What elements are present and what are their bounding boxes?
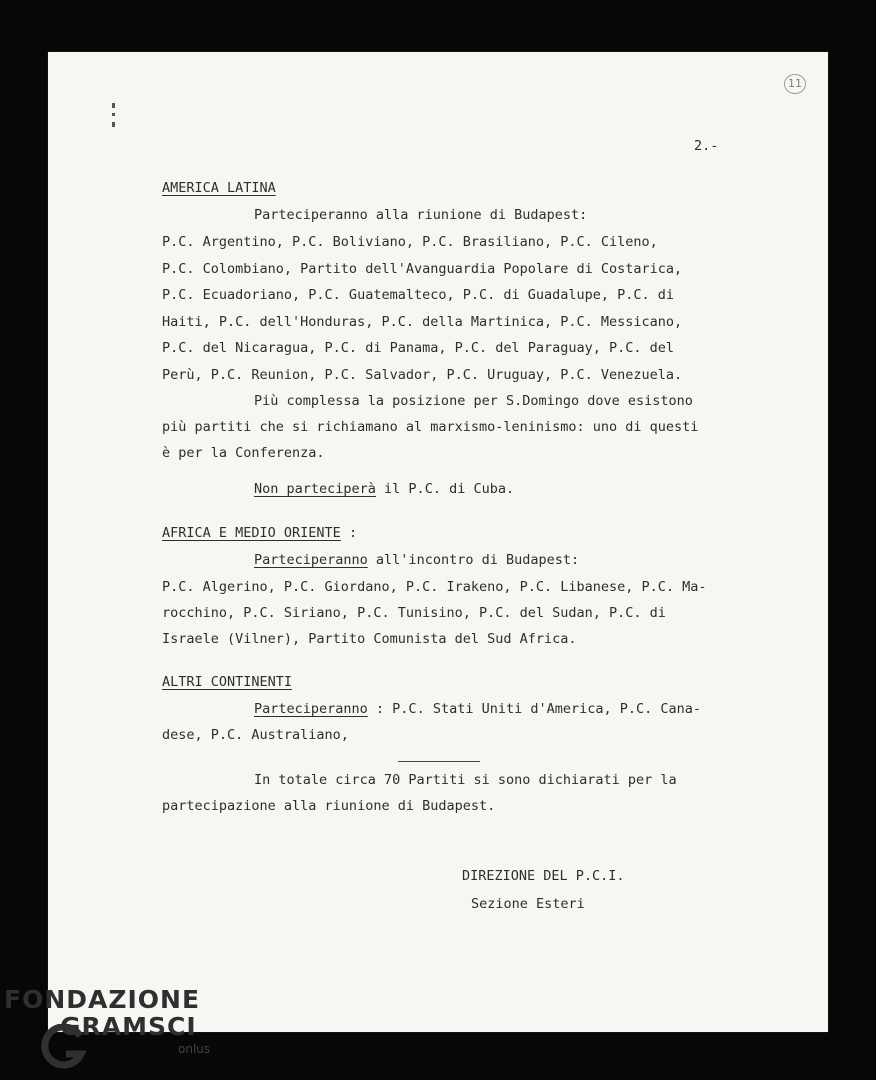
watermark-line-2: GRAMSCI [60, 1012, 197, 1041]
heading-altri-continenti: ALTRI CONTINENTI [162, 674, 293, 690]
archive-folio-number: 11 [784, 74, 806, 94]
latin-complex-line: più partiti che si richiamano al marxismo-leninismo: uno di questi [162, 419, 699, 435]
latin-list-line: Haiti, P.C. dell'Honduras, P.C. della Martinica, P.C. Messicano, [162, 314, 683, 330]
heading-america-latina: AMERICA LATINA [162, 180, 276, 196]
latin-intro: Parteciperanno alla riunione di Budapest: [254, 207, 588, 223]
latin-list-line: Perù, P.C. Reunion, P.C. Salvador, P.C. Uruguay, P.C. Venezuela. [162, 367, 683, 383]
watermark-logo [4, 985, 219, 1056]
document-page [48, 52, 828, 1032]
separator-rule [398, 761, 480, 762]
watermark-line-3: onlus [178, 1042, 211, 1056]
africa-intro-rest: all'incontro di Budapest: [367, 552, 580, 568]
latin-list-line: P.C. Argentino, P.C. Boliviano, P.C. Brasiliano, P.C. Cileno, [162, 234, 658, 250]
cuba-line [254, 481, 514, 497]
summary-line: partecipazione alla riunione di Budapest. [162, 798, 496, 814]
altri-intro-rest: : P.C. Stati Uniti d'America, P.C. Cana- [367, 701, 702, 717]
heading-africa: AFRICA E MEDIO ORIENTE [162, 525, 341, 541]
latin-complex-line: è per la Conferenza. [162, 445, 325, 461]
latin-list-line: P.C. Ecuadoriano, P.C. Guatemalteco, P.C. di Guadalupe, P.C. di [162, 287, 675, 303]
heading-africa-line [162, 525, 357, 541]
latin-list-line: P.C. del Nicaragua, P.C. di Panama, P.C. del Paraguay, P.C. del [162, 340, 675, 356]
latin-list-line: P.C. Colombiano, Partito dell'Avanguardia Popolare di Costarica, [162, 261, 683, 277]
africa-list-line: rocchino, P.C. Siriano, P.C. Tunisino, P.C. del Sudan, P.C. di [162, 605, 666, 621]
heading-africa-suffix: : [340, 525, 358, 541]
signature-line-1: DIREZIONE DEL P.C.I. [462, 868, 625, 884]
watermark-line-1: FONDAZIONE [4, 985, 201, 1014]
cuba-rest: il P.C. di Cuba. [375, 481, 515, 497]
africa-intro-underlined: Parteciperanno [254, 552, 368, 568]
page-number: 2.- [694, 138, 719, 154]
cuba-underlined: Non parteciperà [254, 481, 376, 497]
africa-intro [254, 552, 579, 568]
altri-line-2: dese, P.C. Australiano, [162, 727, 349, 743]
staple-mark [112, 103, 115, 127]
signature-line-2: Sezione Esteri [471, 896, 585, 912]
latin-complex-line: Più complessa la posizione per S.Domingo dove esistono [254, 393, 693, 409]
altri-intro [254, 701, 701, 717]
africa-list-line: Israele (Vilner), Partito Comunista del Sud Africa. [162, 631, 577, 647]
summary-line: In totale circa 70 Partiti si sono dichiarati per la [254, 772, 677, 788]
africa-list-line: P.C. Algerino, P.C. Giordano, P.C. Irakeno, P.C. Libanese, P.C. Ma- [162, 579, 707, 595]
altri-intro-underlined: Parteciperanno [254, 701, 368, 717]
